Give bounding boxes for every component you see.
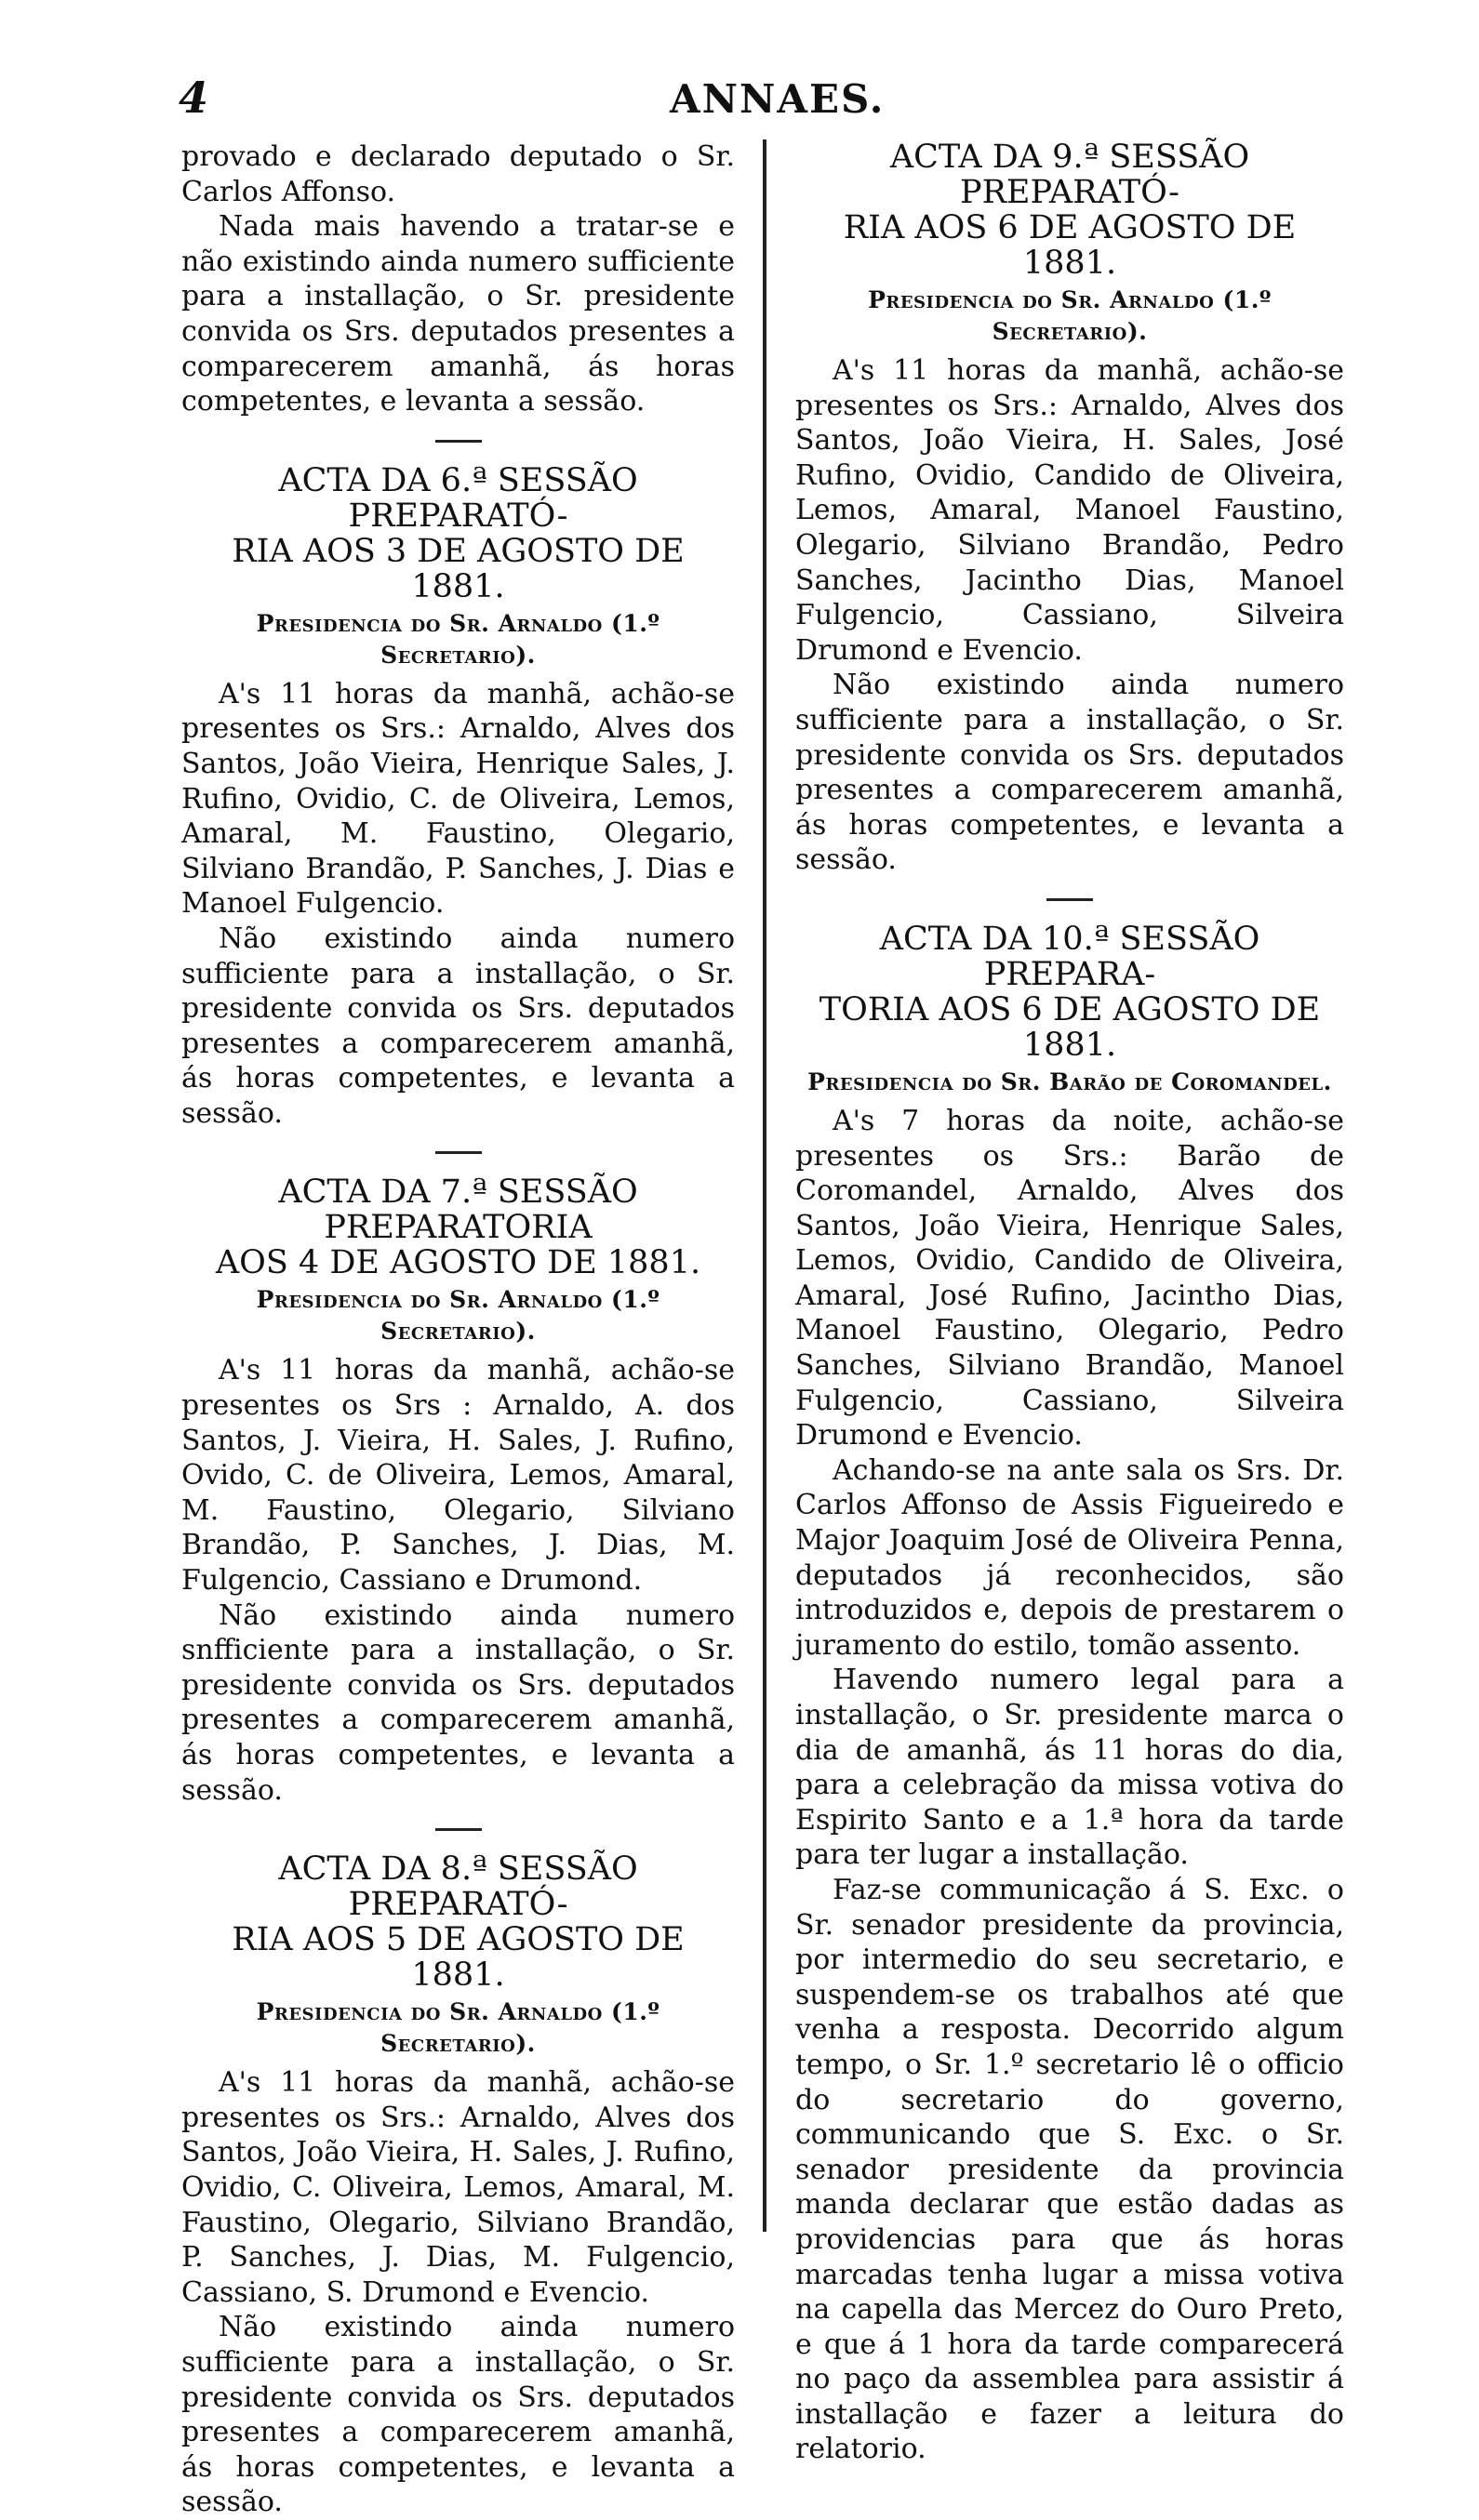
paragraph: A's 11 horas da manhã, achão-se presentes os Srs.: Arnaldo, Alves dos Santos, João Vieira, H. Sales, J. Rufino, Ovidio, C. Oliveira, Lemos, Amaral, M. Faustino, Olegario, Silviano Brandão, P. Sanches, J. Dias, M. Fulgencio, Cassiano, S. Drumond e Evencio. [181, 2066, 735, 2309]
page-number: 4 [179, 73, 209, 123]
presidency-line: Presidencia do Sr. Arnaldo (1.º Secretario). [256, 1998, 660, 2058]
section-heading: ACTA DA 10.ª SESSÃO PREPARA- TORIA AOS 6 DE AGOSTO DE 1881. [819, 920, 1321, 1064]
presidency-line: Presidencia do Sr. Arnaldo (1.º Secretario). [868, 286, 1272, 345]
paragraph: Achando-se na ante sala os Srs. Dr. Carlos Affonso de Assis Figueiredo e Major Joaquim José de Oliveira Penna, deputados já reconhecidos, são introduzidos e, depois de prestarem o juramento do estilo, tomão assento. [795, 1453, 1344, 1662]
right-column [795, 139, 1344, 2467]
column-divider [763, 139, 766, 2232]
section-heading: ACTA DA 9.ª SESSÃO PREPARATÓ- RIA AOS 6 DE AGOSTO DE 1881. [843, 139, 1297, 282]
section-separator [1046, 898, 1093, 901]
paragraph: Nada mais havendo a tratar-se e não existindo ainda numero sufficiente para a installação, o Sr. presidente convida os Srs. deputados presentes a comparecerem amanhã, ás horas competentes, e levanta a sessão. [181, 210, 735, 418]
paragraph: Havendo numero legal para a installação, o Sr. presidente marca o dia de amanhã, ás 11 horas do dia, para a celebração da missa votiva do Espirito Santo e a 1.ª hora da tarde para ter lugar a installação. [795, 1664, 1344, 1872]
section-separator [435, 1828, 482, 1831]
running-title: ANNAES. [670, 76, 886, 122]
paragraph: Não existindo ainda numero sufficiente para a installação, o Sr. presidente convida os Srs. deputados presentes a comparecerem amanhã, ás horas competentes, e levanta a sessão. [795, 669, 1344, 877]
section-heading: ACTA DA 6.ª SESSÃO PREPARATÓ- RIA AOS 3 DE AGOSTO DE 1881. [232, 461, 685, 605]
paragraph: A's 11 horas da manhã, achão-se presentes os Srs.: Arnaldo, Alves dos Santos, João Vieira, H. Sales, José Rufino, Ovidio, Candido de Oliveira, Lemos, Amaral, Manoel Faustino, Olegario, Silviano Brandão, Pedro Sanches, Jacintho Dias, Manoel Fulgencio, Cassiano, Silveira Drumond e Evencio. [795, 354, 1344, 667]
paragraph: A's 11 horas da manhã, achão-se presentes os Srs : Arnaldo, A. dos Santos, J. Vieira, H. Sales, J. Rufino, Ovido, C. de Oliveira, Lemos, Amaral, M. Faustino, Olegario, Silviano Brandão, P. Sanches, J. Dias, M. Fulgencio, Cassiano e Drumond. [181, 1354, 735, 1598]
paragraph: Não existindo ainda numero sufficiente para a installação, o Sr. presidente convida os Srs. deputados presentes a comparecerem amanhã, ás horas competentes, e levanta a sessão. [181, 922, 735, 1130]
presidency-line: Presidencia do Sr. Barão de Coromandel. [807, 1068, 1332, 1095]
left-column [181, 139, 735, 2520]
paragraph: A's 7 horas da noite, achão-se presentes os Srs.: Barão de Coromandel, Arnaldo, Alves dos Santos, João Vieira, Henrique Sales, Lemos, Ovidio, Candido de Oliveira, Amaral, José Rufino, Jacintho Dias, Manoel Faustino, Olegario, Pedro Sanches, Silviano Brandão, Manoel Fulgencio, Cassiano, Silveira Drumond e Evencio. [795, 1104, 1344, 1452]
presidency-line: Presidencia do Sr. Arnaldo (1.º Secretario). [256, 609, 660, 669]
presidency-line: Presidencia do Sr. Arnaldo (1.º Secretario). [256, 1286, 660, 1346]
section-separator [435, 440, 482, 443]
paragraph: Faz-se communicação á S. Exc. o Sr. senador presidente da provincia, por intermedio do seu secretario, e suspendem-se os trabalhos até que venha a resposta. Decorrido algum tempo, o Sr. 1.º secretario lê o officio do secretario do governo, communicando que S. Exc. o Sr. senador presidente da provincia manda declarar que estão dadas as providencias para que ás horas marcadas tenha lugar a missa votiva na capella das Mercez do Ouro Preto, e que á 1 hora da tarde comparecerá no paço da assemblea para assistir á installação e fazer a leitura do relatorio. [795, 1873, 1344, 2466]
section-heading: ACTA DA 7.ª SESSÃO PREPARATORIA AOS 4 DE AGOSTO DE 1881. [215, 1174, 701, 1282]
section-separator [435, 1151, 482, 1154]
paragraph: A's 11 horas da manhã, achão-se presentes os Srs.: Arnaldo, Alves dos Santos, João Vieira, Henrique Sales, J. Rufino, Ovidio, C. de Oliveira, Lemos, Amaral, M. Faustino, Olegario, Silviano Brandão, P. Sanches, J. Dias e Manoel Fulgencio. [181, 677, 735, 921]
section-heading: ACTA DA 8.ª SESSÃO PREPARATÓ- RIA AOS 5 DE AGOSTO DE 1881. [232, 1850, 685, 1995]
paragraph: Não existindo ainda numero sufficiente para a installação, o Sr. presidente convida os Srs. deputados presentes a comparecerem amanhã, ás horas competentes, e levanta a sessão. [181, 2311, 735, 2519]
paragraph: Não existindo ainda numero snfficiente para a installação, o Sr. presidente convida os Srs. deputados presentes a comparecerem amanhã, ás horas competentes, e levanta a sessão. [181, 1598, 735, 1807]
paragraph: provado e declarado deputado o Sr. Carlos Affonso. [181, 140, 735, 208]
